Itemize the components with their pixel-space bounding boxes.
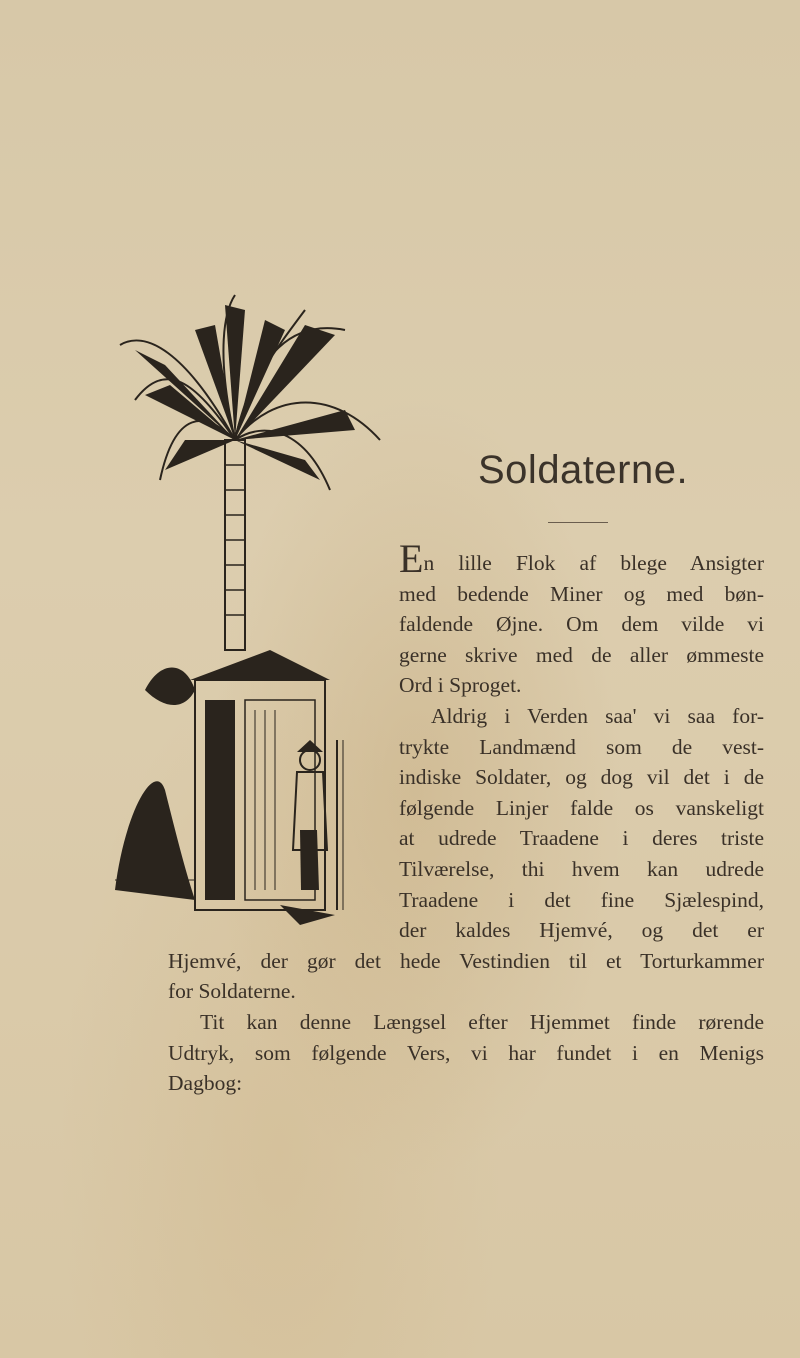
text-line-content: n lille Flok af blege Ansigter [423,551,764,575]
article-body [168,536,764,1099]
text-line: Udtryk, som følgende Vers, vi har fundet i en Menigs [168,1040,764,1065]
text-line: at udrede Traadene i deres triste [399,826,764,851]
text-line: der kaldes Hjemvé, og det er [399,918,764,943]
text-line: Hjemvé, der gør det hede Vestindien til et Torturkammer [168,948,764,973]
text-line: trykte Landmænd som de vest- [399,734,764,759]
text-line: indiske Soldater, og dog vil det i de [399,765,764,790]
text-line: Aldrig i Verden saa' vi saa for- [431,703,764,728]
text-line: for Soldaterne. [168,979,296,1004]
text-line: gerne skrive med de aller ømmeste [399,642,764,667]
page-title: Soldaterne. [478,448,689,492]
drop-cap: E [399,536,424,581]
text-line: Traadene i det fine Sjælespind, [399,887,764,912]
text-line: følgende Linjer falde os vanskeligt [399,795,764,820]
text-line [399,536,764,581]
text-line: Dagbog: [168,1071,243,1096]
text-line: med bedende Miner og med bøn- [399,581,764,606]
text-line: faldende Øjne. Om dem vilde vi [399,612,764,637]
text-line: Tit kan denne Længsel efter Hjemmet finde rørende [200,1009,764,1034]
title-divider [548,522,608,523]
text-line: Ord i Sproget. [399,673,522,698]
text-line: Tilværelse, thi hvem kan udrede [399,856,764,881]
